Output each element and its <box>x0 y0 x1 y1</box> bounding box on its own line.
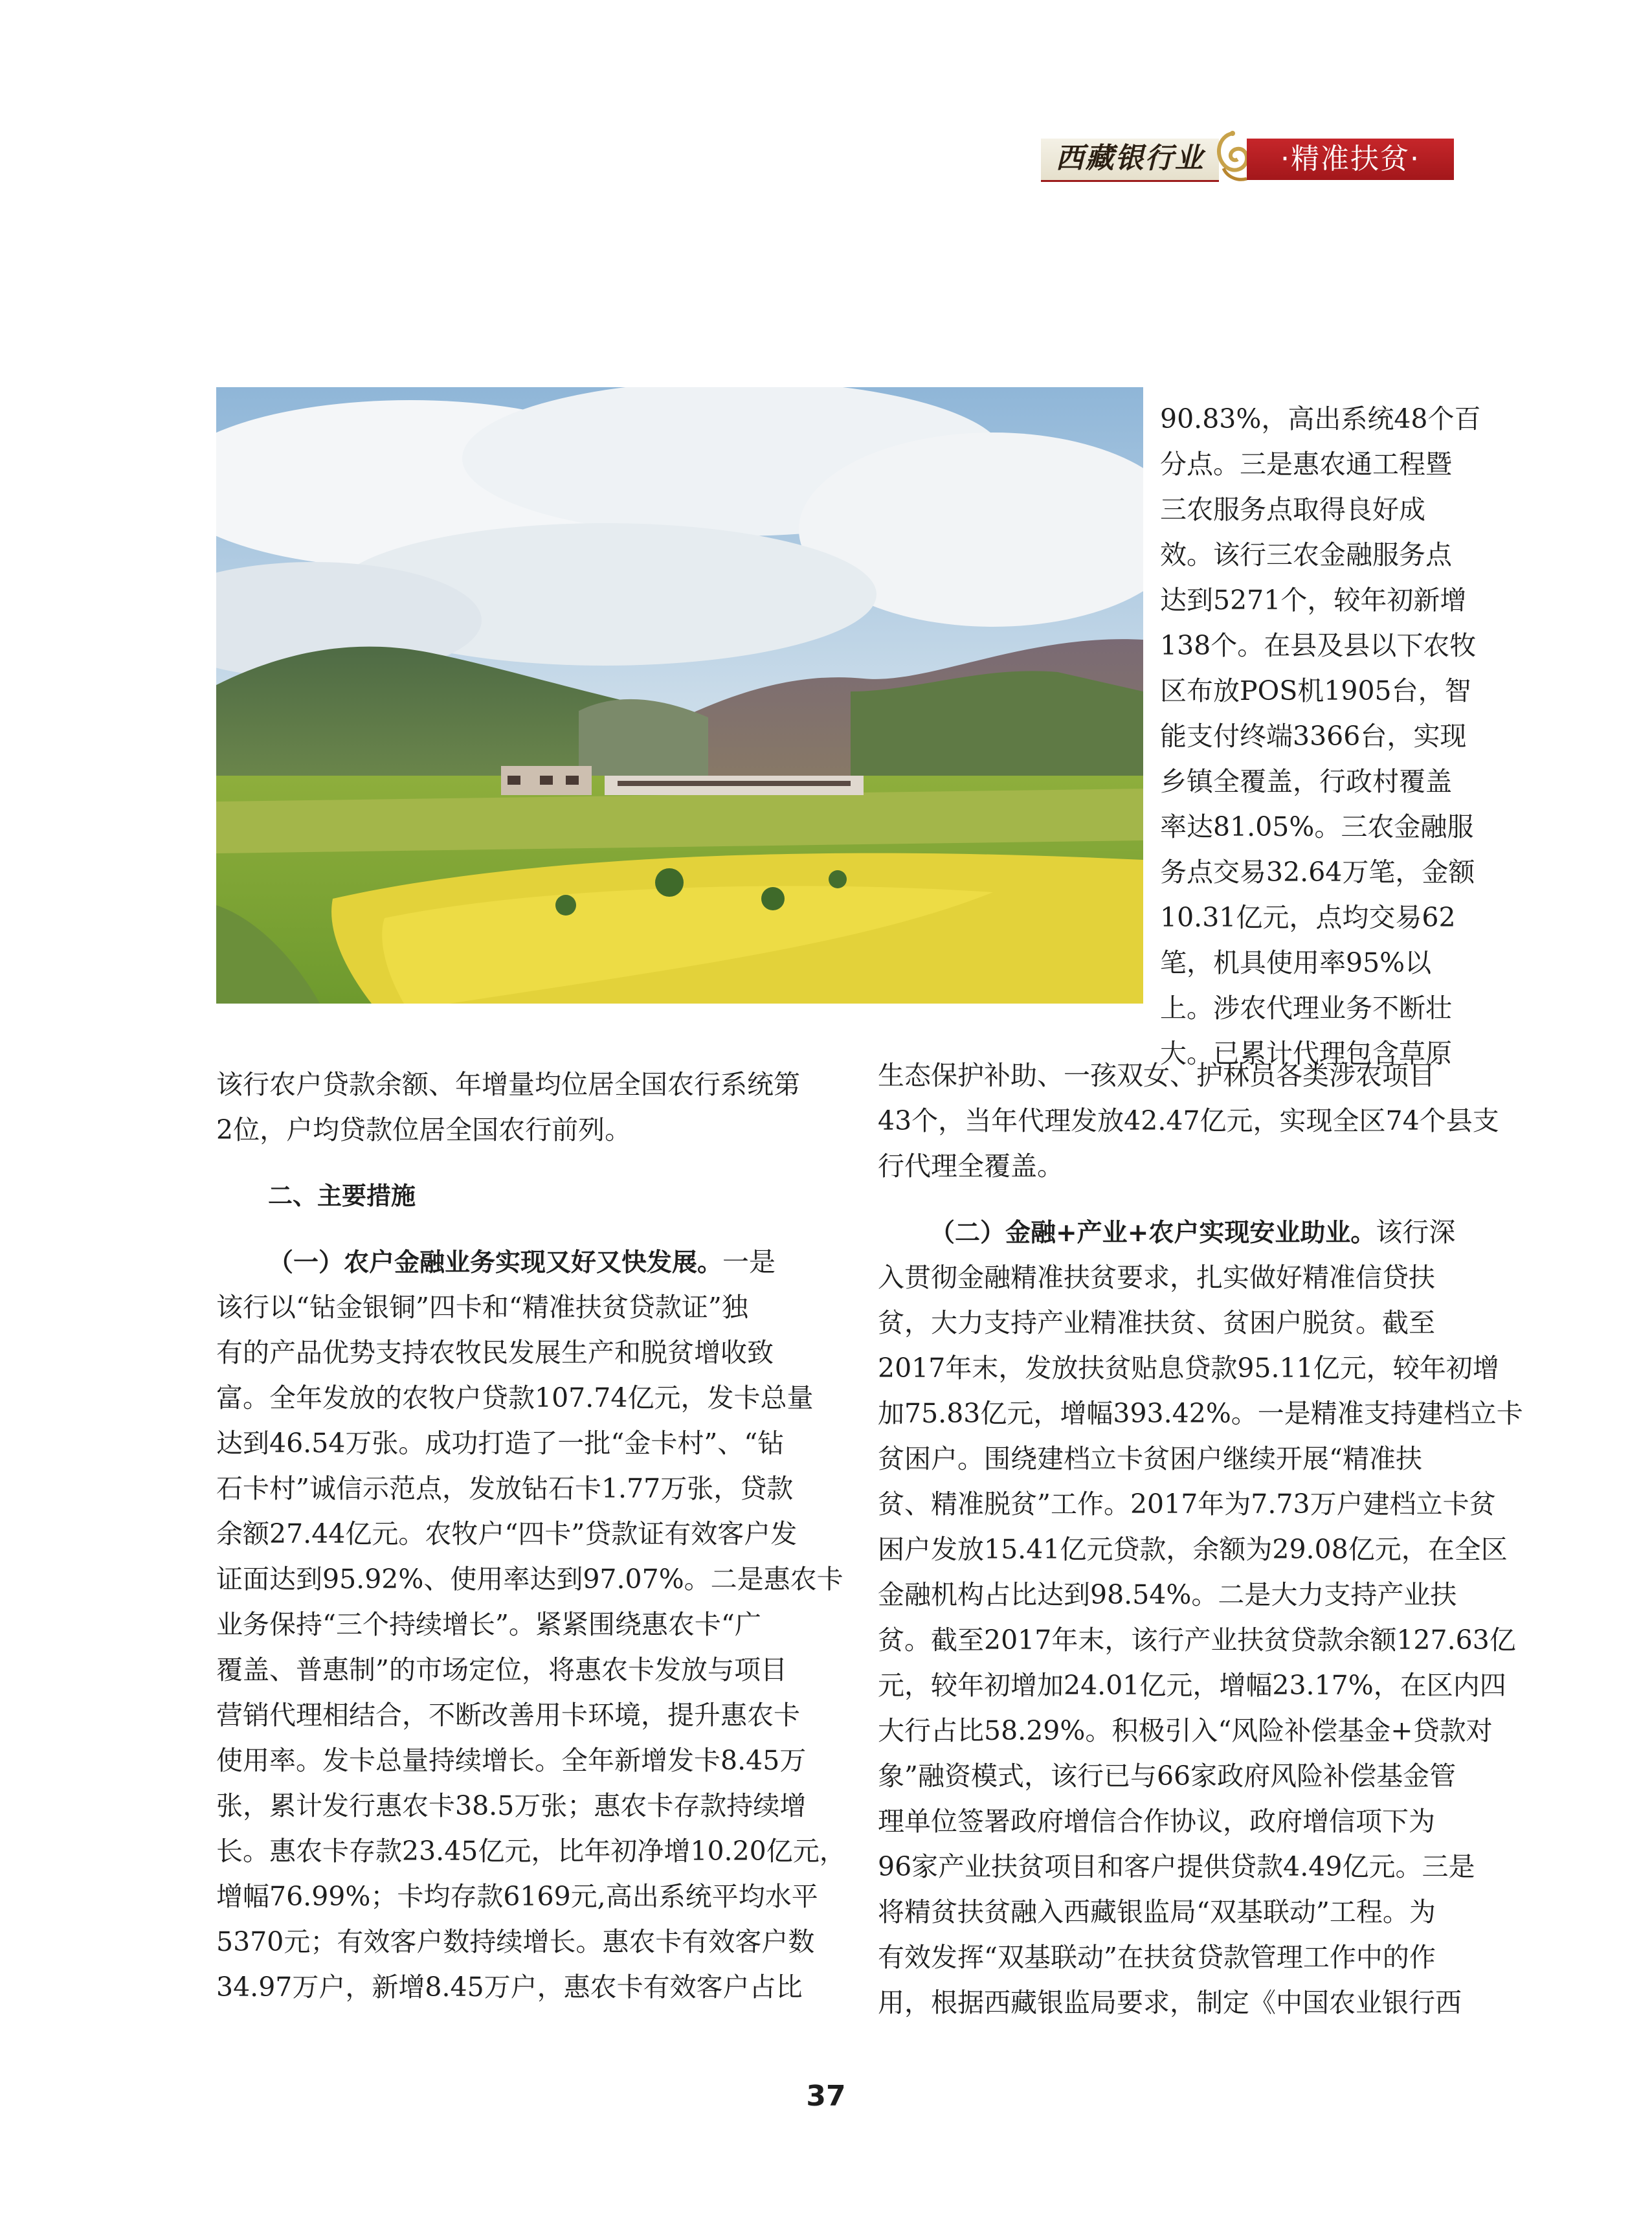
text-line: 达到5271个，较年初新增 <box>1160 585 1467 616</box>
paragraph-start <box>878 1209 1454 1255</box>
text-line: 有的产品优势支持农牧民发展生产和脱贫增收致 <box>216 1337 774 1368</box>
text-line: 有效发挥“双基联动”在扶贫贷款管理工作中的作 <box>878 1942 1436 1973</box>
text-line: 行代理全覆盖。 <box>878 1151 1064 1182</box>
text-line: 务点交易32.64万笔，金额 <box>1160 857 1475 888</box>
text-line: 业务保持“三个持续增长”。紧紧围绕惠农卡“广 <box>216 1609 761 1640</box>
text-line: 效。该行三农金融服务点 <box>1160 539 1452 570</box>
page-header <box>1041 129 1455 185</box>
text-line: 34.97万户，新增8.45万户，惠农卡有效客户占比 <box>216 1972 803 2003</box>
text-line: 张，累计发行惠农卡38.5万张；惠农卡存款持续增 <box>216 1790 807 1821</box>
section-label: ·精准扶贫· <box>1247 139 1454 180</box>
text-line: 增幅76.99%；卡均存款6169元,高出系统平均水平 <box>216 1881 818 1912</box>
text-line: 分点。三是惠农通工程暨 <box>1160 449 1452 480</box>
text-line: 2017年末，发放扶贫贴息贷款95.11亿元，较年初增 <box>878 1353 1499 1384</box>
text-line: 富。全年发放的农牧户贷款107.74亿元，发卡总量 <box>216 1382 814 1413</box>
text-line: 元，较年初增加24.01亿元，增幅23.17%，在区内四 <box>878 1670 1506 1701</box>
text-line: 理单位签署政府增信合作协议，政府增信项下为 <box>878 1806 1435 1837</box>
text-line: 区布放POS机1905台，智 <box>1160 675 1471 706</box>
text-line: 象”融资模式，该行已与66家政府风险补偿基金管 <box>878 1760 1457 1792</box>
text-line: 上。涉农代理业务不断壮 <box>1160 993 1452 1024</box>
left-column <box>216 1062 846 2010</box>
text-line: 长。惠农卡存款23.45亿元，比年初净增10.20亿元， <box>216 1836 846 1867</box>
text-line: 43个，当年代理发放42.47亿元，实现全区74个县支 <box>878 1105 1499 1136</box>
text-line: 138个。在县及县以下农牧 <box>1160 630 1477 661</box>
landscape-photo <box>216 387 1143 1004</box>
text-line: 贫。截至2017年末，该行产业扶贫贷款余额127.63亿 <box>878 1625 1516 1656</box>
text-line: 余额27.44亿元。农牧户“四卡”贷款证有效客户发 <box>216 1518 798 1549</box>
text-line: 困户发放15.41亿元贷款，余额为29.08亿元，在全区 <box>878 1534 1508 1565</box>
text-line: 贫困户。围绕建档立卡贫困户继续开展“精准扶 <box>878 1443 1422 1474</box>
text-line: 率达81.05%。三农金融服 <box>1160 811 1474 842</box>
subheading-1: （一）农户金融业务实现又好又快发展。 <box>268 1248 723 1277</box>
text-run: 该行深 <box>1376 1217 1456 1248</box>
text-line: 大。已累计代理包含草原 <box>1160 1038 1452 1069</box>
right-column <box>878 1053 1523 2025</box>
text-run: 一是 <box>722 1246 776 1277</box>
text-line: 三农服务点取得良好成 <box>1160 494 1425 525</box>
text-line: 覆盖、普惠制”的市场定位，将惠农卡发放与项目 <box>216 1654 787 1685</box>
subheading-2: （二）金融+产业+农户实现安业助业。 <box>930 1219 1376 1248</box>
text-line: 该行农户贷款余额、年增量均位居全国农行系统第 <box>216 1069 800 1100</box>
text-line: 能支付终端3366台，实现 <box>1160 721 1467 752</box>
text-line: 金融机构占比达到98.54%。二是大力支持产业扶 <box>878 1579 1457 1610</box>
text-line: 贫、精准脱贫”工作。2017年为7.73万户建档立卡贫 <box>878 1489 1496 1520</box>
text-line: 96家产业扶贫项目和客户提供贷款4.49亿元。三是 <box>878 1851 1475 1882</box>
text-line: 大行占比58.29%。积极引入“风险补偿基金+贷款对 <box>878 1715 1493 1746</box>
paragraph-start <box>216 1239 786 1285</box>
text-line: 贫，大力支持产业精准扶贫、贫困户脱贫。截至 <box>878 1307 1435 1338</box>
text-line: 达到46.54万张。成功打造了一批“金卡村”、“钻 <box>216 1428 785 1459</box>
text-line: 生态保护补助、一孩双女、护林员各类涉农项目 <box>878 1060 1435 1091</box>
text-line: 营销代理相结合，不断改善用卡环境，提升惠农卡 <box>216 1700 800 1731</box>
page-number: 37 <box>806 2080 846 2113</box>
text-line: 使用率。发卡总量持续增长。全年新增发卡8.45万 <box>216 1745 807 1776</box>
text-line: 5370元；有效客户数持续增长。惠农卡有效客户数 <box>216 1926 815 1957</box>
section-heading: 二、主要措施 <box>268 1182 416 1210</box>
text-line: 该行以“钻金银铜”四卡和“精准扶贫贷款证”独 <box>216 1292 748 1323</box>
text-line: 乡镇全覆盖，行政村覆盖 <box>1160 766 1452 797</box>
text-line: 入贯彻金融精准扶贫要求，扎实做好精准信贷扶 <box>878 1262 1435 1293</box>
text-line: 证面达到95.92%、使用率达到97.07%。二是惠农卡 <box>216 1564 843 1595</box>
text-line: 90.83%，高出系统48个百 <box>1160 403 1481 434</box>
text-line: 2位，户均贷款位居全国农行前列。 <box>216 1114 632 1145</box>
text-line: 笔，机具使用率95%以 <box>1160 947 1432 978</box>
text-line: 10.31亿元，点均交易62 <box>1160 902 1456 933</box>
text-line: 石卡村”诚信示范点，发放钻石卡1.77万张，贷款 <box>216 1473 794 1504</box>
text-line: 加75.83亿元，增幅393.42%。一是精准支持建档立卡 <box>878 1398 1523 1429</box>
text-line: 用，根据西藏银监局要求，制定《中国农业银行西 <box>878 1987 1462 2018</box>
text-line: 将精贫扶贫融入西藏银监局“双基联动”工程。为 <box>878 1896 1436 1928</box>
brand-title: 西藏银行业 <box>1041 139 1219 182</box>
